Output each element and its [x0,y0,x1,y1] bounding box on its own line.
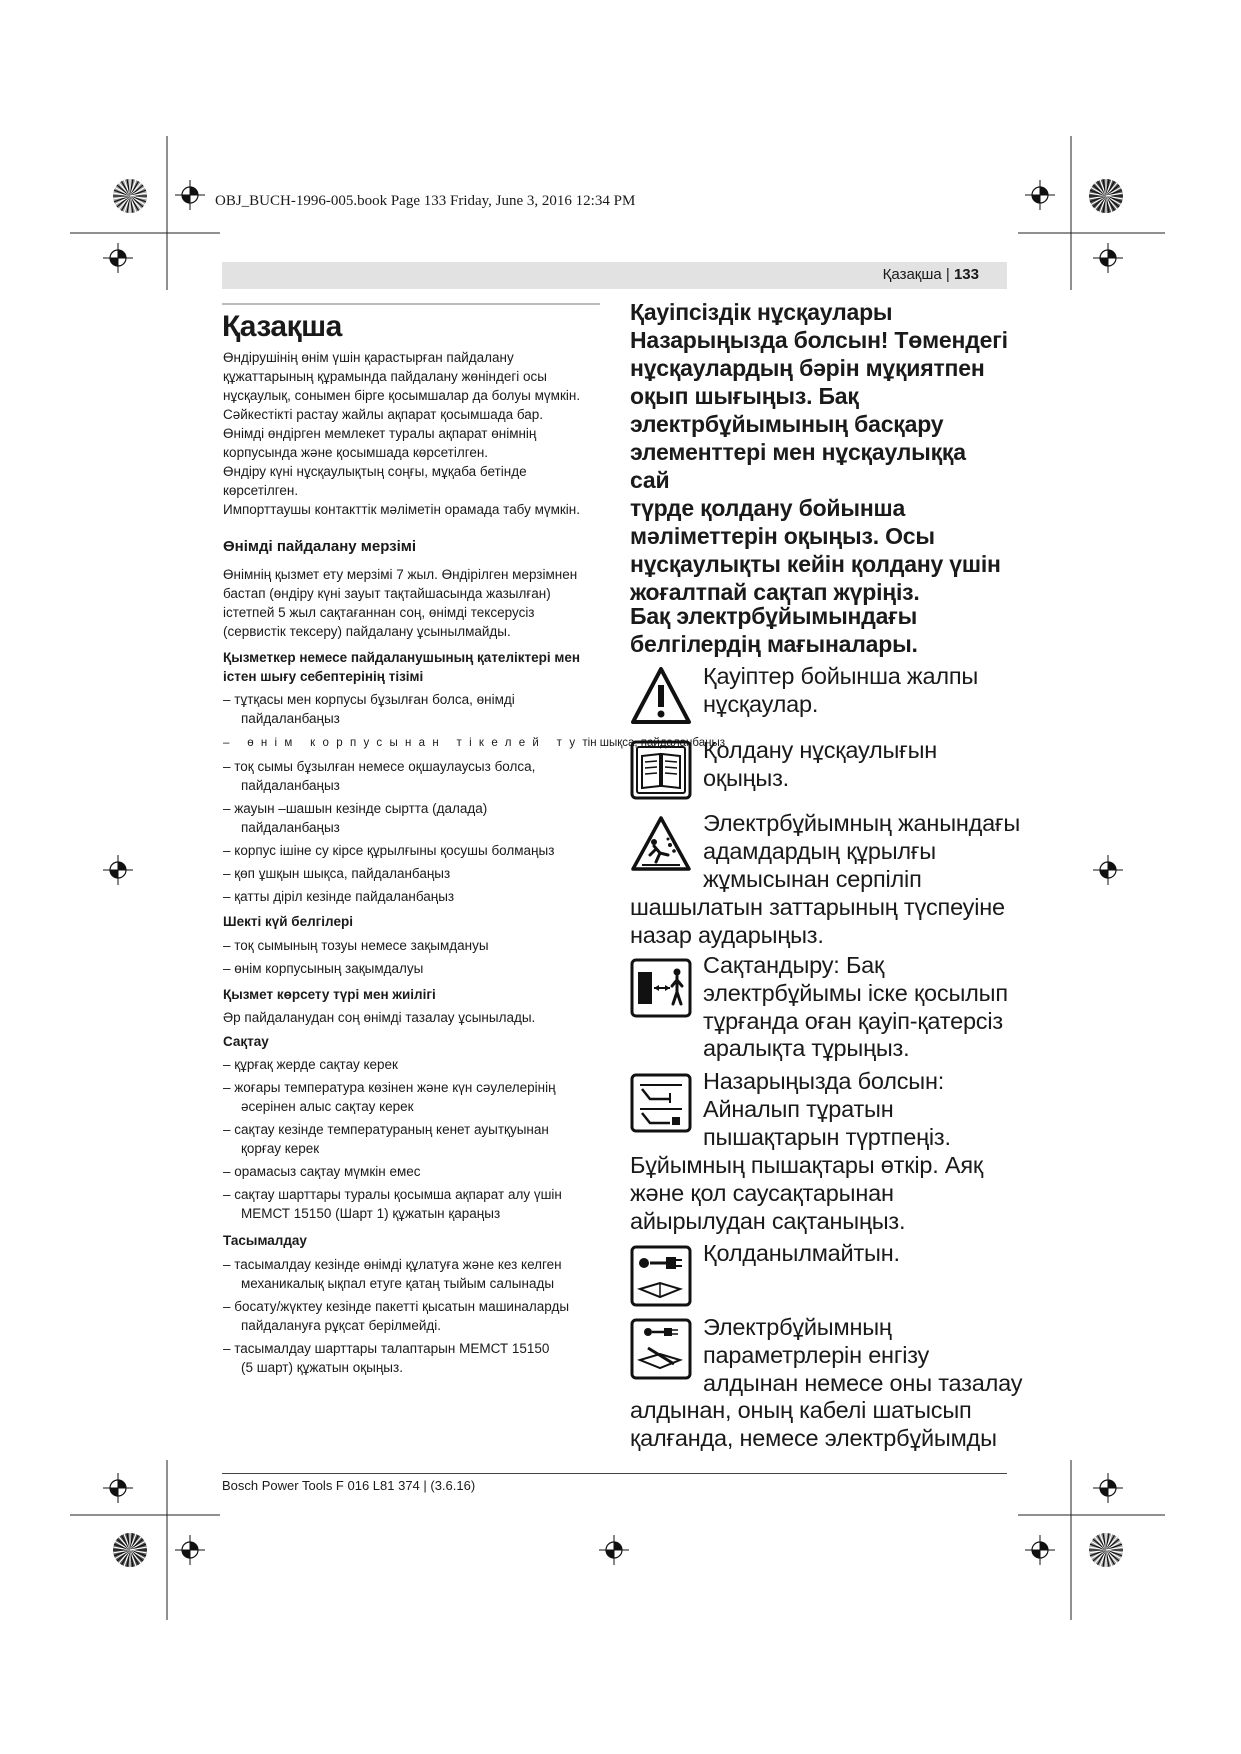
text-line: мәліметтерін оқыңыз. Осы [630,523,935,549]
text-line: түрде қолдану бойынша [630,495,906,521]
text-line: Бұйымның пышақтары өткір. Аяқ [630,1152,983,1178]
list-item: – қөп ұшқын шықса, пайдаланбаңыз [223,866,451,881]
header-section: Қазақша [882,266,942,283]
text-line: Бақ электрбұйымындағы [630,603,918,629]
text-line: Өнімнің қызмет ету мерзімі 7 жыл. Өндірілген мерзімнен [223,567,578,582]
crosshair-mark-icon [1108,870,1123,885]
text-line: Назарыңызда болсын! Төмендегі [630,327,1008,353]
text-line: нұсқаулық, сонымен бірге қосымшалар да болуы мүмкін. [223,388,581,403]
text-line: нұсқаулардың бәрін мұқиятпен [630,355,985,381]
crosshair-mark-icon [1108,1488,1123,1503]
list-item: – құрғақ жерде сақтау керек [223,1057,398,1072]
crosshair-mark-icon [190,195,205,210]
text-line: – жауын –шашын кезінде сыртта (далада) [223,801,488,816]
text-line: нұсқаулар. [703,690,819,717]
file-info: OBJ_BUCH-1996-005.book Page 133 Friday, June 3, 2016 12:34 PM [215,193,636,209]
crosshair-mark-icon [1108,258,1123,273]
list-item: – қатты діріл кезінде пайдаланбаңыз [223,889,455,904]
maintenance-text: Әр пайдаланудан соң өнімді тазалау ұсынылады. [223,1010,536,1025]
list-item: – корпус ішіне су кірсе құрылғыны қосушы болмаңыз [223,843,555,858]
text-line: айырылудан сақтаныңыз. [630,1207,906,1234]
page-number: 133 [953,266,979,283]
list-item: – орамасыз сақтау мүмкін емес [223,1164,421,1179]
text-line: Қызметкер немесе пайдаланушының қателіктері мен [223,650,581,665]
text-line: – тасымалдау шарттары талаптарын МЕМСТ 15150 [223,1341,550,1356]
text-line: Айналып тұратын [703,1095,894,1122]
text-line: – жоғары температура көзінен және күн сәулелерінің [223,1080,556,1095]
text-line: Өнімді өндірген мемлекет туралы ақпарат өнімнің [223,426,537,441]
text-line: қорғау керек [241,1141,320,1156]
text-line: Электрбұйымның жанындағы [703,810,1021,836]
service-life-heading: Өнімді пайдалану мерзімі [223,538,417,555]
text-line: алдынан, оның кабелі шатысып [630,1397,972,1423]
crosshair-mark-icon [118,1488,133,1503]
list-item: – өнім корпусының зақымдалуы [223,961,424,976]
text-line: Қауіпсіздік нұсқаулары [630,299,893,325]
text-line: – сақтау кезінде температураның кенет ауытқуынан [223,1122,549,1137]
spaced-text: – өнім корпусынан тікелей ту [223,737,583,749]
crosshair-mark-icon [118,258,133,273]
text-line: істен шығу себептерінің тізімі [223,669,424,684]
text-line: нұсқаулықты кейін қолдану үшін [630,551,1001,577]
text-line: шашылатын заттарының түспеуіне [630,894,1005,920]
text-line: Қауіптер бойынша жалпы [703,663,979,689]
color-wheel-icon [112,178,148,214]
color-wheel-icon [1088,1532,1124,1568]
crosshair-mark-icon [118,870,133,885]
text-line: Сақтандыру: Бақ [703,952,885,978]
text-line: алдынан немесе оны тазалау [703,1369,1023,1396]
text-line: МЕМСТ 15150 (Шарт 1) құжатын қараңыз [241,1206,501,1221]
text-line: – тұтқасы мен корпусы бұзылған болса, өнімді [223,692,515,707]
transport-heading: Тасымалдау [223,1233,307,1248]
page-title: Қазақша [222,310,342,343]
running-header: Қазақша | 133 [882,266,979,283]
text-line: пайдаланбаңыз [241,778,340,793]
text-line: жоғалтпай сақтап жүріңіз. [630,579,920,605]
text-line: істетпей 5 жыл сақтағаннан соң, өнімді тексерусіз [223,605,535,620]
text-line: – босату/жүктеу кезінде пакетті қысатын машиналарды [223,1299,570,1314]
limit-heading: Шекті күй белгілері [223,914,353,929]
text-line: пайдаланбаңыз [241,820,340,835]
color-wheel-icon [112,1532,148,1568]
text-line: Импорттаушы контакттік мәліметін орамада табу мүмкін. [223,502,581,517]
text-line: назар аударыңыз. [630,921,824,948]
text-line: әсерінен алыс сақтау керек [241,1099,414,1114]
text-line: электрбұйымының басқару [630,411,944,437]
text-line: тұрғанда оған қауіп-қатерсіз [703,1007,1003,1034]
text-line: (сервистік тексеру) пайдалану ұсынылмайды. [223,624,511,639]
text-line: – тасымалдау кезінде өнімді құлатуға және кез келген [223,1257,562,1272]
text-line: Назарыңызда болсын: [703,1068,945,1094]
text-line: оқып шығыңыз. Бақ [630,383,859,409]
text-line: бастап (өндіру күні зауыт тақтайшасында жазылған) [223,586,551,601]
storage-heading: Сақтау [223,1034,269,1049]
text-line: Өндірушінің өнім үшін қарастырған пайдалану [223,350,514,365]
text-line: Қолдану нұсқаулығын [703,737,938,763]
text-line: көрсетілген. [223,483,299,498]
text-line: жұмысынан серпіліп [703,865,922,892]
text-line: – сақтау шарттары туралы қосымша ақпарат алу үшін [223,1187,562,1202]
text-line: электрбұйымы іске қосылып [703,979,1008,1006]
text-line: Қолданылмайтын. [703,1240,900,1266]
crosshair-mark-icon [1040,195,1055,210]
text-line: корпусында және қосымшада көрсетілген. [223,445,489,460]
text-line: және қол саусақтарынан [630,1179,894,1206]
text-line: белгілердің мағыналары. [630,631,918,657]
maintenance-heading: Қызмет көрсету түрі мен жиілігі [223,987,436,1002]
crosshair-mark-icon [614,1550,629,1565]
crosshair-mark-icon [1040,1550,1055,1565]
text-line: аралықта тұрыңыз. [703,1035,910,1062]
text-line: тін шықса, пайдаланбаңыз [582,737,726,749]
text-line: – тоқ сымы бұзылған немесе оқшаулаусыз болса, [223,759,536,774]
text-line: пайдалануға рұқсат берілмейді. [241,1318,442,1333]
text-line: құжаттарының құрамында пайдалану жөніндегі осы [223,369,547,384]
text-line: механикалық ықпал етуге қатаң тыйым салынады [241,1276,555,1291]
text-line: қалғанда, немесе электрбұйымды [630,1424,997,1451]
text-line: пайдаланбаңыз [241,711,340,726]
crosshair-mark-icon [190,1550,205,1565]
text-line: Өндіру күні нұсқаулықтың соңғы, мұқаба бетінде [223,464,527,479]
color-wheel-icon [1088,178,1124,214]
text-line: элементтері мен нұсқаулыққа сай [630,439,966,493]
text-line: пышақтарын түртпеңіз. [703,1123,951,1150]
text-line: (5 шарт) құжатын оқыңыз. [241,1360,403,1375]
text-line: Сәйкестікті растау жайлы ақпарат қосымшада бар. [223,407,544,422]
text-line: адамдардың құрылғы [703,837,936,864]
text-line: Электрбұйымның [703,1314,892,1340]
text-line: оқыңыз. [703,764,790,791]
text-line: параметрлерін енгізу [703,1341,930,1368]
list-item: – тоқ сымының тозуы немесе зақымдануы [223,938,489,953]
footer-text: Bosch Power Tools F 016 L81 374 | (3.6.16) [222,1478,476,1493]
